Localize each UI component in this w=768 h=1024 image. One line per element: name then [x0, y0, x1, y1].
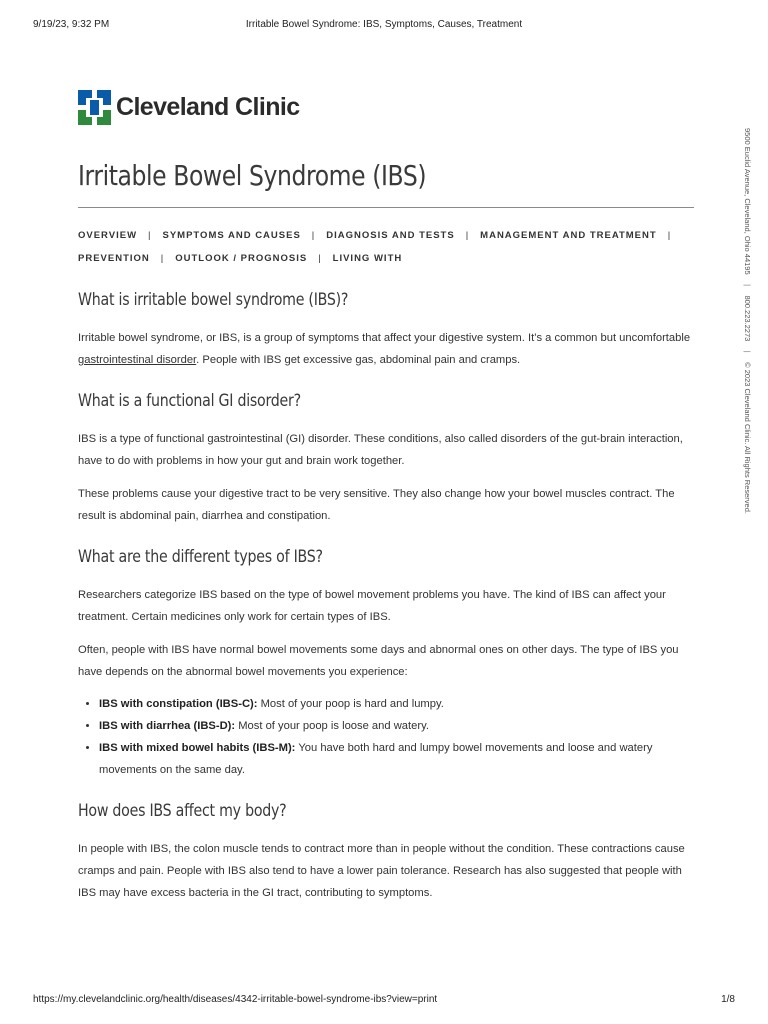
print-url: https://my.clevelandclinic.org/health/diseases/4342-irritable-bowel-syndrome-ibs?view=print [33, 994, 438, 1005]
section-heading-types-of-ibs: What are the different types of IBS? [78, 547, 323, 566]
section-heading-what-is-ibs: What is irritable bowel syndrome (IBS)? [78, 290, 349, 309]
title-divider [78, 207, 694, 208]
print-datetime: 9/19/23, 9:32 PM [33, 19, 110, 30]
section-heading-functional-gi: What is a functional GI disorder? [78, 391, 301, 410]
print-page-title: Irritable Bowel Syndrome: IBS, Symptoms, Causes, Treatment [245, 19, 523, 30]
toc-link-diagnosis-and-tests[interactable]: DIAGNOSIS AND TESTS [326, 230, 455, 241]
print-header [0, 0, 768, 40]
copyright-text: © 2023 Cleveland Clinic. All Rights Reserved. [743, 362, 753, 514]
section-navigation [78, 224, 694, 270]
toc-separator: | [318, 253, 322, 264]
side-separator: | [743, 350, 753, 353]
cleveland-clinic-cross-icon [78, 90, 111, 125]
toc-separator: | [148, 230, 152, 241]
toc-link-management-and-treatment[interactable]: MANAGEMENT AND TREATMENT [480, 230, 657, 241]
toc-link-symptoms-and-causes[interactable]: SYMPTOMS AND CAUSES [162, 230, 301, 241]
toc-link-living-with[interactable]: LIVING WITH [332, 253, 403, 264]
print-page-number: 1/8 [721, 994, 735, 1005]
list-item-term: IBS with mixed bowel habits (IBS-M): [99, 742, 296, 754]
list-item-text: You have both hard and lumpy bowel movements and loose and watery movements on the same day. [99, 742, 653, 776]
ibs-types-list [78, 693, 694, 781]
side-contact-strip [742, 128, 754, 514]
toc-separator: | [311, 230, 316, 241]
paragraph: In people with IBS, the colon muscle tends to contract more than in people without the condition. These contractions cause cramps and pain. People with IBS also tend to have a lower pain tolerance. Research has also suggested that people with IBS may have excess bacteria in the GI tract, contributing to symptoms. [78, 843, 685, 899]
paragraph [78, 327, 694, 371]
list-item [99, 693, 694, 715]
cleveland-clinic-logo[interactable] [78, 88, 694, 126]
toc-separator: | [465, 230, 470, 241]
list-item-text: Most of your poop is hard and lumpy. [257, 698, 444, 710]
paragraph-text: . People with IBS get excessive gas, abdominal pain and cramps. [196, 354, 521, 366]
toc-link-outlook-prognosis[interactable]: OUTLOOK / PROGNOSIS [175, 253, 308, 264]
list-item [99, 715, 694, 737]
list-item [99, 737, 694, 781]
address-text: 9500 Euclid Avenue, Cleveland, Ohio 44195 [743, 128, 753, 275]
page-title: Irritable Bowel Syndrome (IBS) [78, 159, 427, 192]
section-heading-how-ibs-affects-body: How does IBS affect my body? [78, 801, 287, 820]
list-item-term: IBS with diarrhea (IBS-D): [99, 720, 236, 732]
list-item-term: IBS with constipation (IBS-C): [99, 698, 258, 710]
logo-text: Cleveland Clinic [116, 92, 300, 121]
paragraph: IBS is a type of functional gastrointestinal (GI) disorder. These conditions, also called disorders of the gut-brain interaction, have to do with problems in how your gut and brain work together. [78, 433, 683, 467]
article-content [78, 88, 694, 904]
toc-row [78, 247, 694, 270]
phone-text: 800.223.2273 [743, 295, 753, 342]
toc-separator: | [160, 253, 165, 264]
gastrointestinal-disorder-link[interactable]: gastrointestinal disorder [78, 354, 197, 366]
paragraph: Researchers categorize IBS based on the type of bowel movement problems you have. The kind of IBS can affect your treatment. Certain medicines only work for certain types of IBS. [78, 589, 666, 623]
toc-row [78, 224, 694, 247]
list-item-text: Most of your poop is loose and watery. [235, 720, 429, 732]
toc-link-prevention[interactable]: PREVENTION [78, 253, 150, 264]
paragraph: These problems cause your digestive tract to be very sensitive. They also change how your bowel muscles contract. The result is abdominal pain, diarrhea and constipation. [78, 488, 675, 522]
paragraph: Often, people with IBS have normal bowel movements some days and abnormal ones on other days. The type of IBS you have depends on the abnormal bowel movements you experience: [78, 644, 679, 678]
toc-link-overview[interactable]: OVERVIEW [78, 230, 138, 241]
toc-separator: | [667, 230, 672, 241]
side-separator: | [743, 284, 753, 287]
paragraph-text: Irritable bowel syndrome, or IBS, is a group of symptoms that affect your digestive system. It’s a common but uncomfortable [78, 332, 691, 344]
